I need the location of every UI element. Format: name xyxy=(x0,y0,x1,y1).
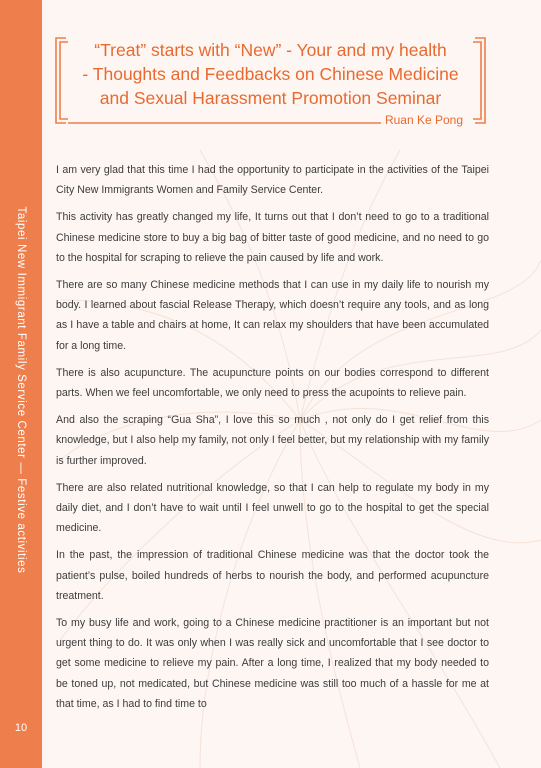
title-line: “Treat” starts with “New” - Your and my health xyxy=(94,40,447,60)
title-line: and Sexual Harassment Promotion Seminar xyxy=(99,88,442,108)
article-paragraph: There are so many Chinese medicine methods that I can use in my daily life to nourish my body. I learned about fascial Release Therapy, which doesn’t require any tools, and as long as I have a table and chairs at home, It can relax my shoulders that have been accumulated for a long time. xyxy=(56,279,489,352)
side-band xyxy=(0,0,42,768)
article-paragraph: And also the scraping “Gua Sha”, I love this so much , not only do I get relief from this knowledge, but I also help my family, not only I feel better, but my relationship with my family is further improved. xyxy=(56,414,489,467)
page-number: 10 xyxy=(14,722,28,734)
article-paragraph: To my busy life and work, going to a Chinese medicine practitioner is an important but not urgent thing to do. It was only when I was really sick and uncomfortable that I see doctor to get some medicine to relieve my pain. After a long time, I realized that my body needed to be toned up, not medicated, but Chinese medicine was still too much of a hassle for me at that time, as I had to find time to xyxy=(56,617,489,710)
author-name: Ruan Ke Pong xyxy=(381,113,467,127)
side-section-label: Taipei New Immigrant Family Service Center — Festive activities xyxy=(15,206,27,574)
article-title xyxy=(72,38,469,110)
title-frame xyxy=(52,32,489,129)
article-paragraph: There is also acupuncture. The acupuncture points on our bodies correspond to different parts. When we feel uncomfortable, we only need to press the acupoints to relieve pain. xyxy=(56,366,489,400)
article-paragraph: In the past, the impression of traditional Chinese medicine was that the doctor took the patient’s pulse, boiled hundreds of herbs to nourish the body, and performed acupuncture treatment. xyxy=(56,549,489,602)
title-line: - Thoughts and Feedbacks on Chinese Medicine xyxy=(82,64,459,84)
article-paragraph: There are also related nutritional knowledge, so that I can help to regulate my body in my daily diet, and I don’t have to wait until I feel unwell to go to the hospital to get the special medicine. xyxy=(56,481,489,535)
article-paragraph: I am very glad that this time I had the opportunity to participate in the activities of the Taipei City New Immigrants Women and Family Service Center. xyxy=(56,164,489,197)
article-paragraph: This activity has greatly changed my life, It turns out that I don’t need to go to a traditional Chinese medicine store to buy a big bag of bitter taste of good medicine, and no need to go to the hospital for scraping to relieve the pain caused by life and work. xyxy=(56,211,489,264)
article-body xyxy=(56,160,489,721)
